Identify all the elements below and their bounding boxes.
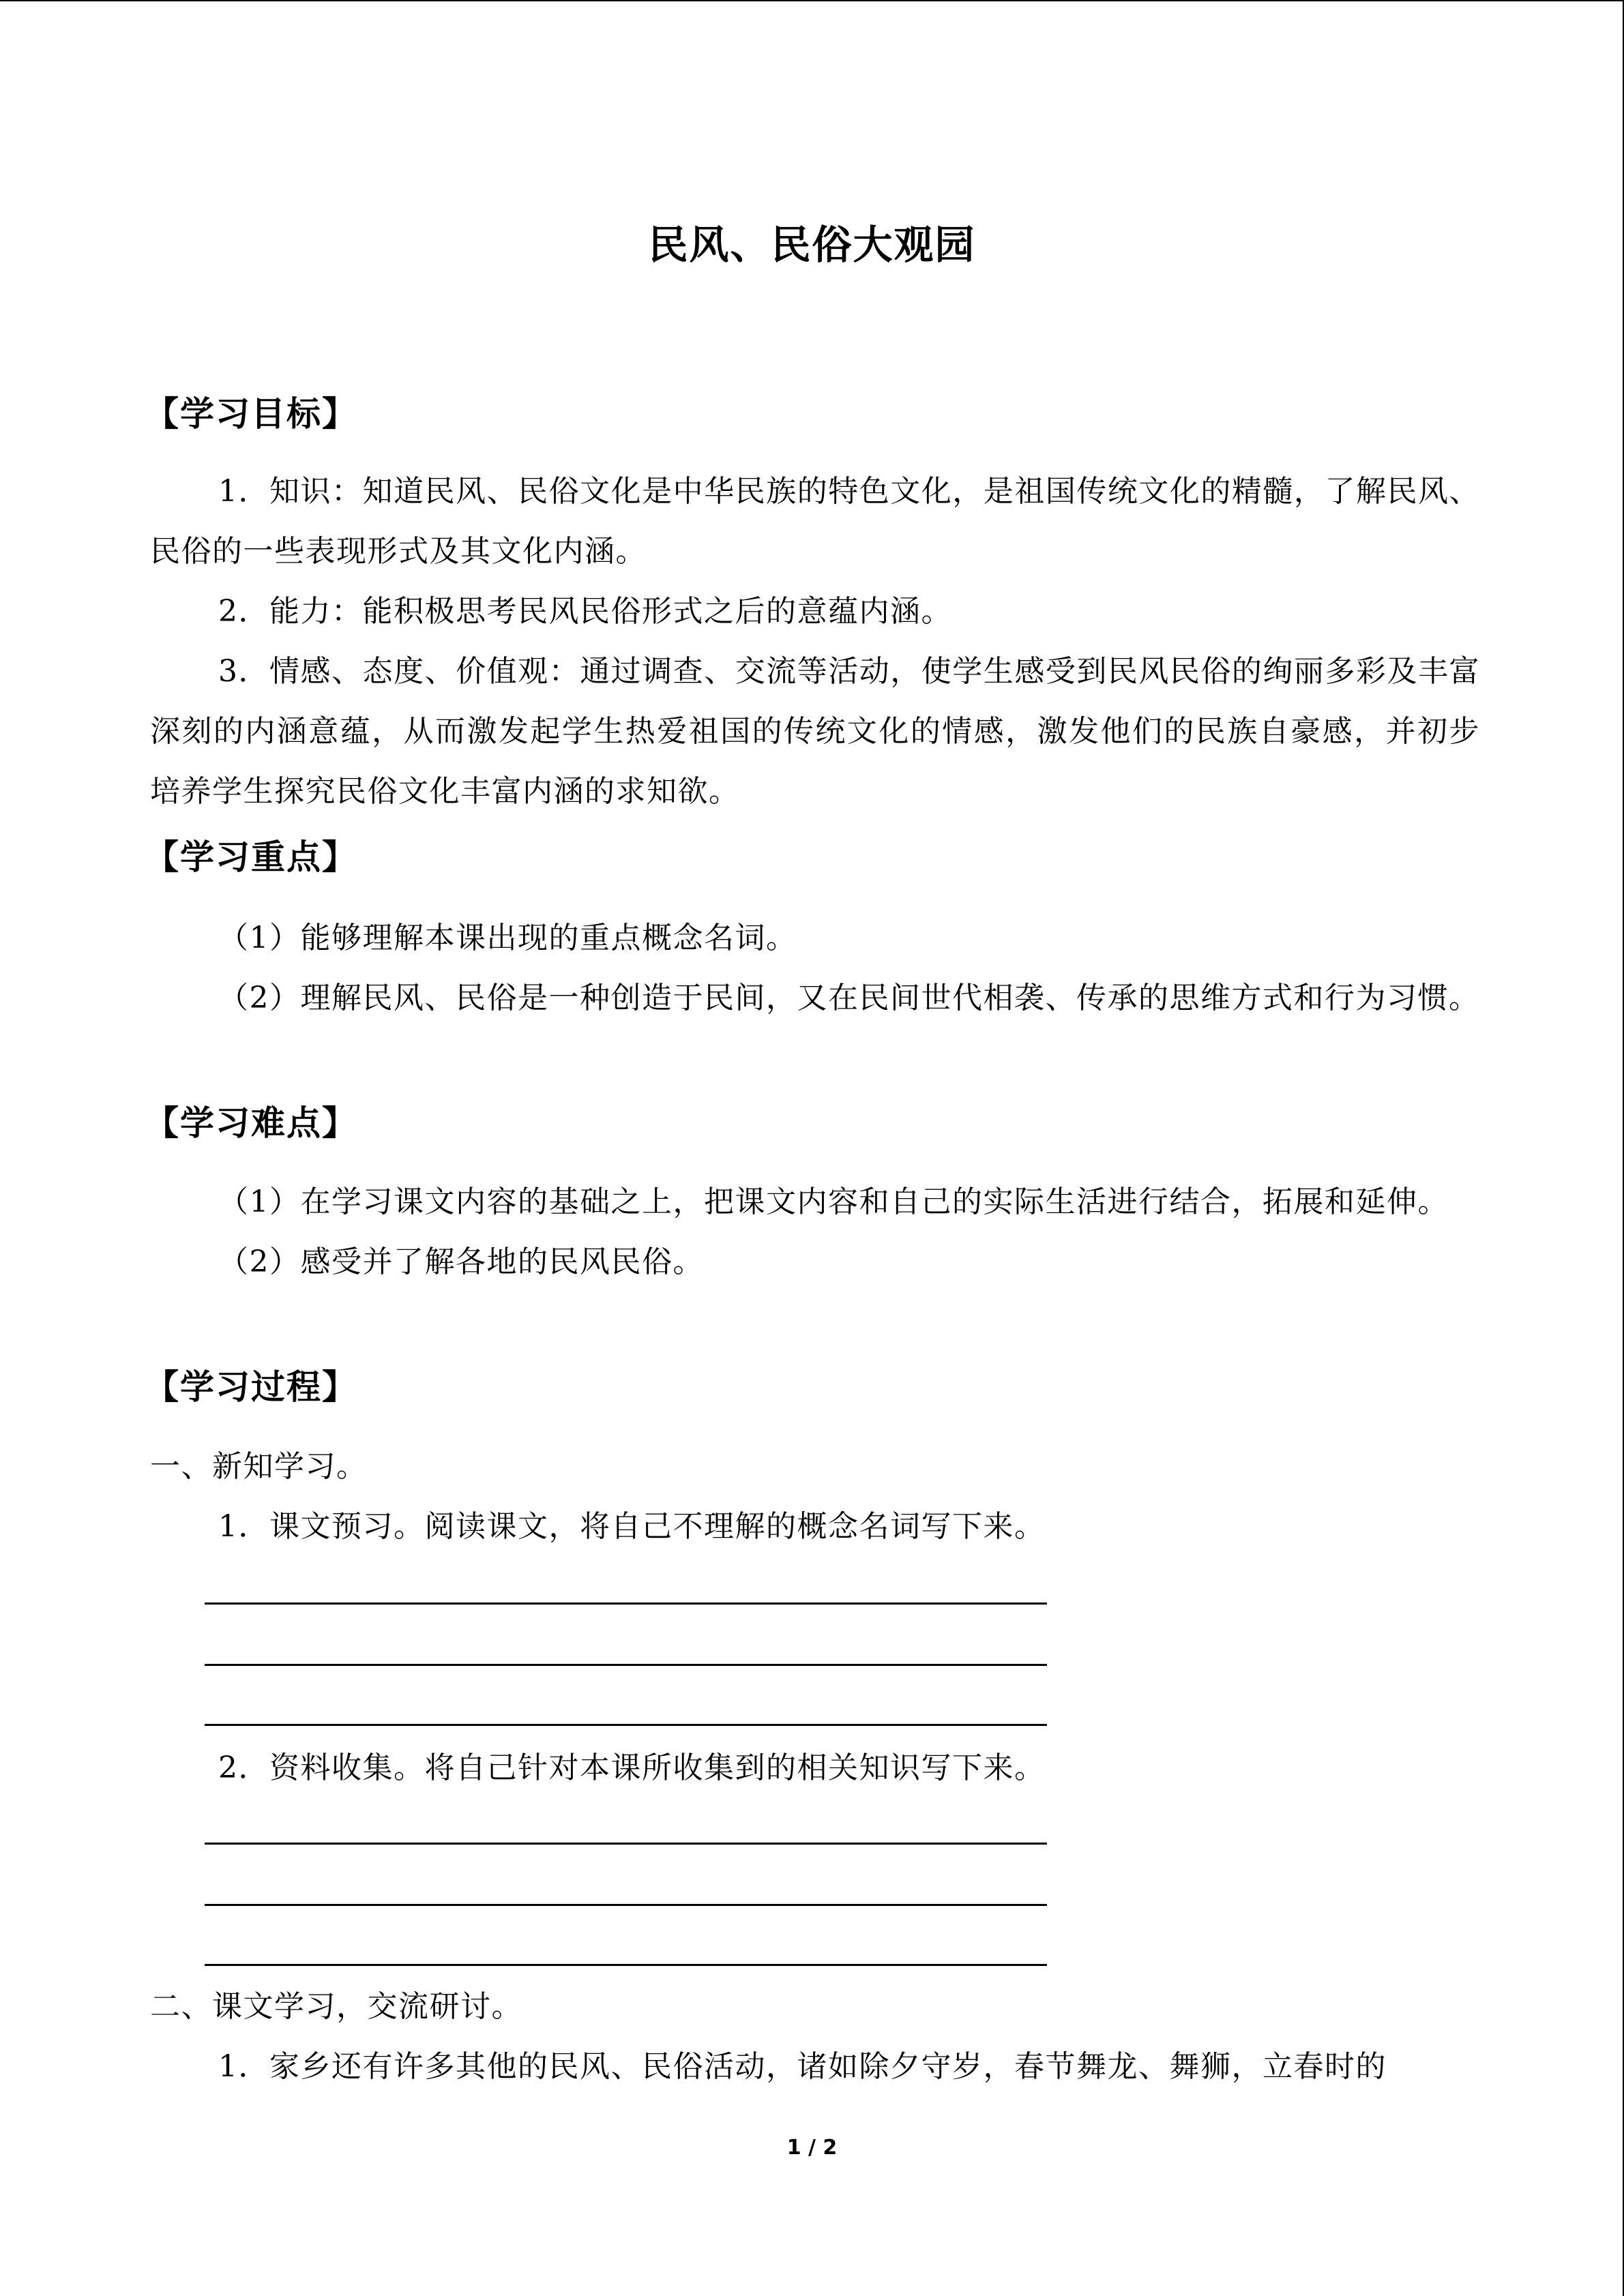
answer-line — [205, 1664, 1047, 1666]
key-points-section — [145, 830, 1480, 879]
process-item-2: 2．资料收集。将自己针对本课所收集到的相关知识写下来。 — [218, 1750, 1046, 1785]
process-part2-title: 二、课文学习，交流研讨。 — [150, 1989, 522, 2024]
difficulties-section — [145, 1096, 1480, 1145]
page-title: 民风、民俗大观园 — [648, 222, 976, 268]
answer-line — [205, 1602, 1047, 1605]
difficulty-1: （1）在学习课文内容的基础之上，把课文内容和自己的实际生活进行结合，拓展和延伸。 — [218, 1184, 1449, 1219]
key-points-body — [150, 908, 1480, 1028]
process-section — [145, 1360, 1480, 1409]
difficulty-2: （2）感受并了解各地的民风民俗。 — [218, 1244, 704, 1279]
difficulties-body — [150, 1172, 1480, 1292]
section-heading-key-points: 【学习重点】 — [145, 837, 357, 877]
process-part2 — [150, 1977, 1480, 2097]
process-part1-title: 一、新知学习。 — [150, 1449, 368, 1484]
goal-attitude: 3．情感、态度、价值观：通过调查、交流等活动，使学生感受到民风民俗的绚丽多彩及丰富深刻的内涵意蕴，从而激发起学生热爱祖国的传统文化的情感，激发他们的民族自豪感，并初步培养学生探究民俗文化丰富内涵的求知欲。 — [150, 654, 1480, 809]
key-point-1: （1）能够理解本课出现的重点概念名词。 — [218, 921, 797, 955]
answer-line — [205, 1843, 1047, 1845]
process-part1 — [150, 1437, 1480, 1557]
process-item2-block — [150, 1738, 1480, 1798]
section-heading-goals: 【学习目标】 — [145, 394, 357, 434]
goals-body — [150, 462, 1480, 822]
section-heading-process: 【学习过程】 — [145, 1367, 357, 1407]
key-point-2: （2）理解民风、民俗是一种创造于民间，又在民间世代相袭、传承的思维方式和行为习惯。 — [218, 981, 1480, 1015]
answer-line — [205, 1964, 1047, 1966]
process-item-3: 1．家乡还有许多其他的民风、民俗活动，诸如除夕守岁，春节舞龙、舞狮，立春时的 — [218, 2049, 1387, 2084]
page-number: 1 / 2 — [786, 2136, 838, 2160]
goals-section — [145, 387, 1480, 436]
goal-ability: 2．能力：能积极思考民风民俗形式之后的意蕴内涵。 — [218, 594, 952, 629]
process-item-1: 1．课文预习。阅读课文，将自己不理解的概念名词写下来。 — [218, 1509, 1046, 1544]
section-heading-difficulties: 【学习难点】 — [145, 1103, 357, 1143]
goal-knowledge: 1．知识：知道民风、民俗文化是中华民族的特色文化，是祖国传统文化的精髓，了解民风、民俗的一些表现形式及其文化内涵。 — [150, 474, 1480, 569]
answer-line — [205, 1904, 1047, 1906]
answer-line — [205, 1724, 1047, 1726]
